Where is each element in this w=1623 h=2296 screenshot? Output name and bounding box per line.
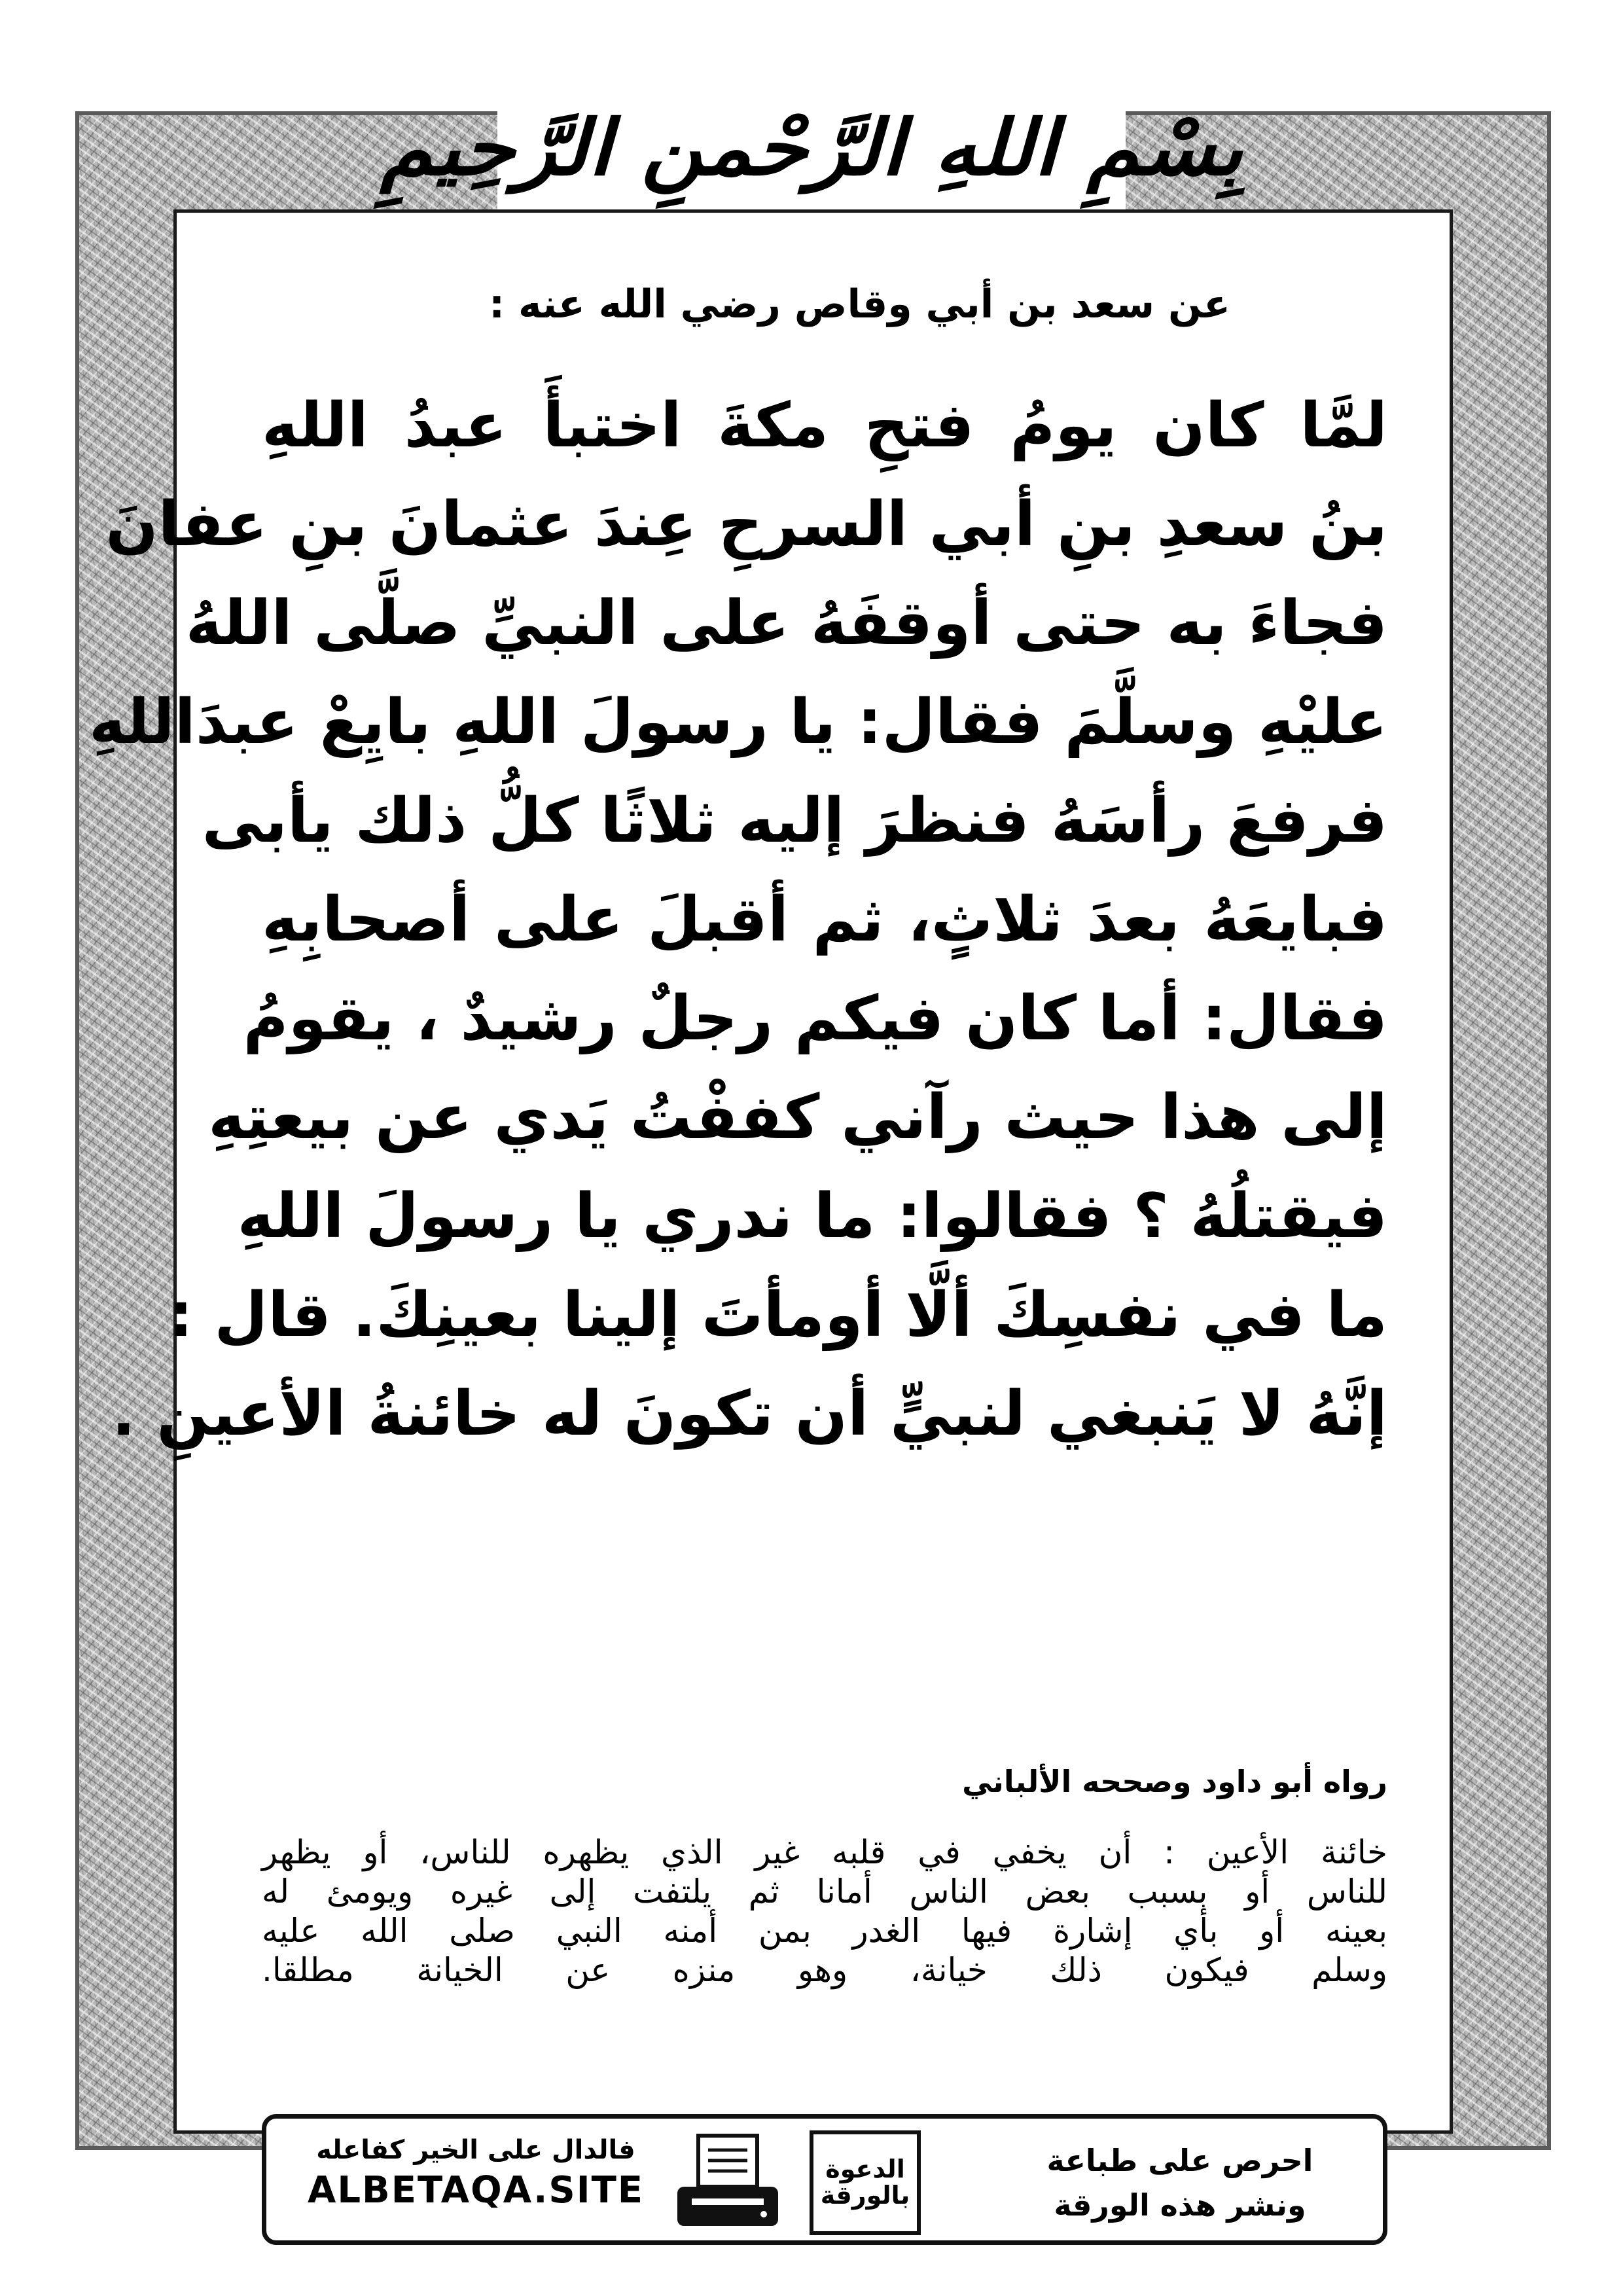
footer-website-block — [293, 2135, 659, 2212]
hadith-line: فرفعَ رأسَهُ فنظرَ إليه ثلاثًا كلُّ ذلك يأبى — [202, 785, 1387, 857]
footer-slogan: فالدال على الخير كفاعله — [316, 2135, 635, 2165]
explanation-text — [262, 1833, 1387, 1990]
hadith-intro: عن سعد بن أبي وقاص رضي الله عنه : — [489, 281, 1230, 327]
hadith-line: فقال: أما كان فيكم رجلٌ رشيدٌ ، يقومُ — [243, 983, 1387, 1054]
hadith-line: بنُ سعدِ بنِ أبي السرحِ عِندَ عثمانَ بنِ عفانَ — [105, 489, 1387, 560]
hadith-line: فجاءَ به حتى أوقفَهُ على النبيِّ صلَّى اللهُ — [185, 588, 1387, 659]
hadith-text — [88, 376, 1387, 1463]
hadith-line: فيقتلُهُ ؟ فقالوا: ما ندري يا رسولَ اللهِ — [237, 1181, 1387, 1252]
hadith-line: إلى هذا حيث رآني كففْتُ يَدي عن بيعتِهِ — [208, 1082, 1387, 1153]
hadith-line: ما في نفسِكَ ألَّا أومأتَ إلينا بعينِكَ. قال : — [168, 1280, 1387, 1351]
basmala-calligraphy: بِسْمِ اللهِ الرَّحْمنِ الرَّحِيمِ — [380, 102, 1243, 192]
cta-line: ونشر هذه الورقة — [1054, 2187, 1306, 2223]
explanation-line: للناس أو بسبب بعض الناس أمانا ثم يلتفت إلى غيره ويومئ له — [262, 1873, 1387, 1910]
website-link[interactable]: ALBETAQA.SITE — [307, 2169, 645, 2212]
footer-call-to-action — [997, 2138, 1363, 2227]
narration-source: رواه أبو داود وصححه الألباني — [962, 1764, 1387, 1799]
footer-bar — [262, 2114, 1387, 2245]
hadith-line: فبايعَهُ بعدَ ثلاثٍ، ثم أقبلَ على أصحابِهِ — [262, 884, 1387, 956]
hadith-line: عليْهِ وسلَّمَ فقال: يا رسولَ اللهِ بايِعْ عبدَاللهِ — [88, 687, 1387, 758]
dawah-logo — [810, 2130, 921, 2235]
printer-icon — [672, 2130, 783, 2235]
explanation-line: بعينه أو بأي إشارة فيها الغدر بمن أمنه النبي صلى الله عليه — [262, 1912, 1387, 1950]
hadith-line: لمَّا كان يومُ فتحِ مكةَ اختبأَ عبدُ اللهِ — [262, 390, 1387, 461]
hadith-line: إنَّهُ لا يَنبغي لنبيٍّ أن تكونَ له خائنةُ الأعينِ . — [111, 1378, 1387, 1450]
logo-line: بالورقة — [820, 2181, 910, 2210]
explanation-line: خائنة الأعين : أن يخفي في قلبه غير الذي يظهره للناس، أو يظهر — [262, 1833, 1387, 1871]
cta-line: احرص على طباعة — [1046, 2143, 1313, 2178]
logo-line: الدعوة — [825, 2155, 905, 2184]
explanation-line: وسلم فيكون ذلك خيانة، وهو منزه عن الخيانة مطلقا. — [262, 1951, 1387, 1989]
